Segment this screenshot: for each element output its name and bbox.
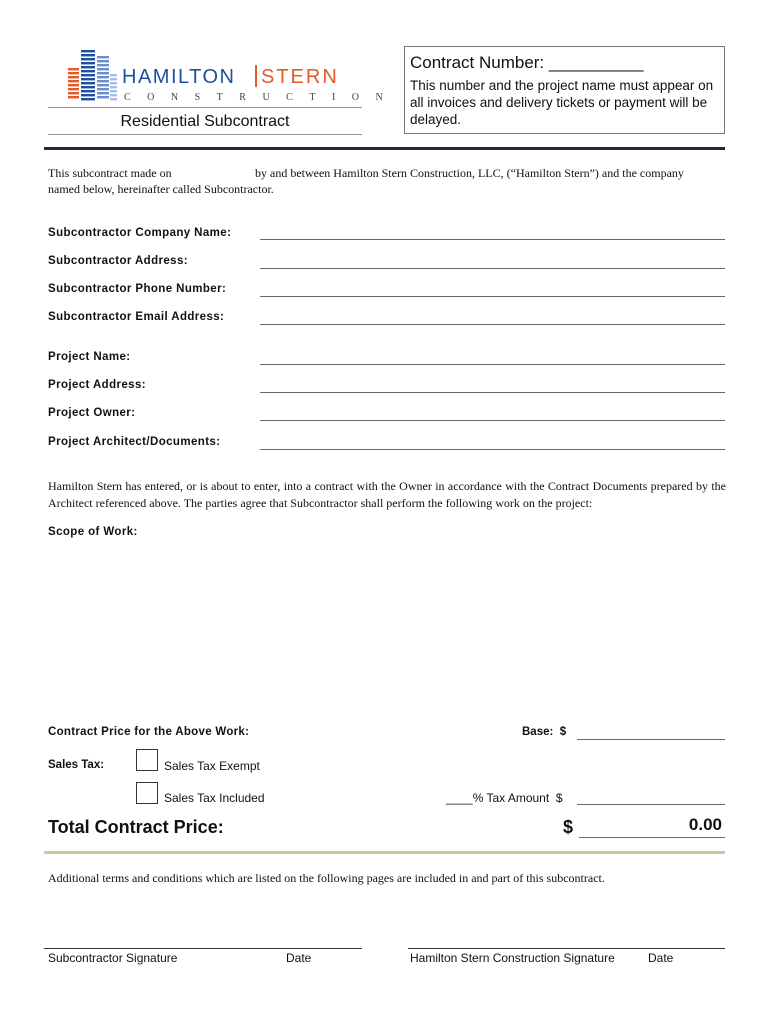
project-architect-input[interactable] <box>260 449 725 450</box>
contract-number-field[interactable]: Contract Number: __________ <box>410 53 644 72</box>
building-logo-icon <box>66 48 118 102</box>
total-contract-price-value[interactable]: 0.00 <box>688 815 722 834</box>
sales-tax-exempt-label: Sales Tax Exempt <box>164 759 260 773</box>
header-divider <box>44 147 725 150</box>
scope-of-work-area[interactable] <box>48 548 726 708</box>
contract-price-label: Contract Price for the Above Work: <box>48 726 250 738</box>
pricing-divider <box>44 851 725 854</box>
tax-amount-label <box>446 791 563 805</box>
subcontractor-phone-label: Subcontractor Phone Number: <box>48 283 227 295</box>
tax-amount-input[interactable] <box>577 804 725 805</box>
tax-amount-text: ____% Tax Amount <box>446 791 550 805</box>
total-currency: $ <box>563 817 574 837</box>
project-owner-label: Project Owner: <box>48 407 136 419</box>
sales-tax-exempt-checkbox[interactable] <box>136 749 158 771</box>
logo-tagline: CONSTRUCTION <box>124 92 400 103</box>
subcontractor-phone-input[interactable] <box>260 296 725 297</box>
title-bottom-rule <box>48 134 362 135</box>
project-owner-input[interactable] <box>260 420 725 421</box>
subcontractor-address-input[interactable] <box>260 268 725 269</box>
logo-separator <box>255 65 257 87</box>
sales-tax-label: Sales Tax: <box>48 759 105 771</box>
total-price-underline <box>579 837 725 838</box>
subcontractor-signature-label: Subcontractor Signature <box>48 951 178 965</box>
logo-hamilton-text: HAMILTON <box>122 66 236 88</box>
sales-tax-included-checkbox[interactable] <box>136 782 158 804</box>
intro-text-end: by and between Hamilton Stern Construction, LLC, (“Hamilton Stern”) and the company <box>255 166 684 180</box>
base-label-text: Base: <box>522 726 554 738</box>
subcontractor-date-label: Date <box>286 951 312 965</box>
project-address-input[interactable] <box>260 392 725 393</box>
hamilton-date-label: Date <box>648 951 674 965</box>
project-name-input[interactable] <box>260 364 725 365</box>
subcontractor-company-label: Subcontractor Company Name: <box>48 227 232 239</box>
subcontractor-signature-line[interactable] <box>44 948 362 949</box>
additional-terms-text: Additional terms and conditions which are listed on the following pages are included in and part of this subcontract. <box>48 871 605 885</box>
subcontractor-email-label: Subcontractor Email Address: <box>48 311 225 323</box>
project-architect-label: Project Architect/Documents: <box>48 436 221 448</box>
project-address-label: Project Address: <box>48 379 147 391</box>
logo-stern-text: STERN <box>261 66 339 88</box>
hamilton-signature-label: Hamilton Stern Construction Signature <box>410 951 615 965</box>
sales-tax-included-label: Sales Tax Included <box>164 791 265 805</box>
agreement-paragraph: Hamilton Stern has entered, or is about to enter, into a contract with the Owner in accordance with the Contract Documents prepared by the Architect referenced above. The parties agree that Subcontractor shall perform the following work on the project: <box>48 479 726 510</box>
hamilton-signature-line[interactable] <box>408 948 725 949</box>
total-contract-price-label: Total Contract Price: <box>48 817 224 837</box>
scope-of-work-label: Scope of Work: <box>48 526 138 538</box>
contract-number-note: This number and the project name must appear on all invoices and delivery tickets or payment will be delayed. <box>410 78 714 127</box>
tax-amount-currency: $ <box>555 791 563 805</box>
project-name-label: Project Name: <box>48 351 131 363</box>
title-top-rule <box>48 107 362 108</box>
base-price-input[interactable] <box>577 739 725 740</box>
subcontractor-address-label: Subcontractor Address: <box>48 255 189 267</box>
intro-text-line2: named below, hereinafter called Subcontractor. <box>48 182 274 196</box>
base-label <box>522 726 566 738</box>
base-currency: $ <box>559 726 567 738</box>
intro-text-start: This subcontract made on <box>48 166 172 180</box>
subcontractor-company-input[interactable] <box>260 239 725 240</box>
page-title: Residential Subcontract <box>120 113 290 130</box>
subcontractor-email-input[interactable] <box>260 324 725 325</box>
